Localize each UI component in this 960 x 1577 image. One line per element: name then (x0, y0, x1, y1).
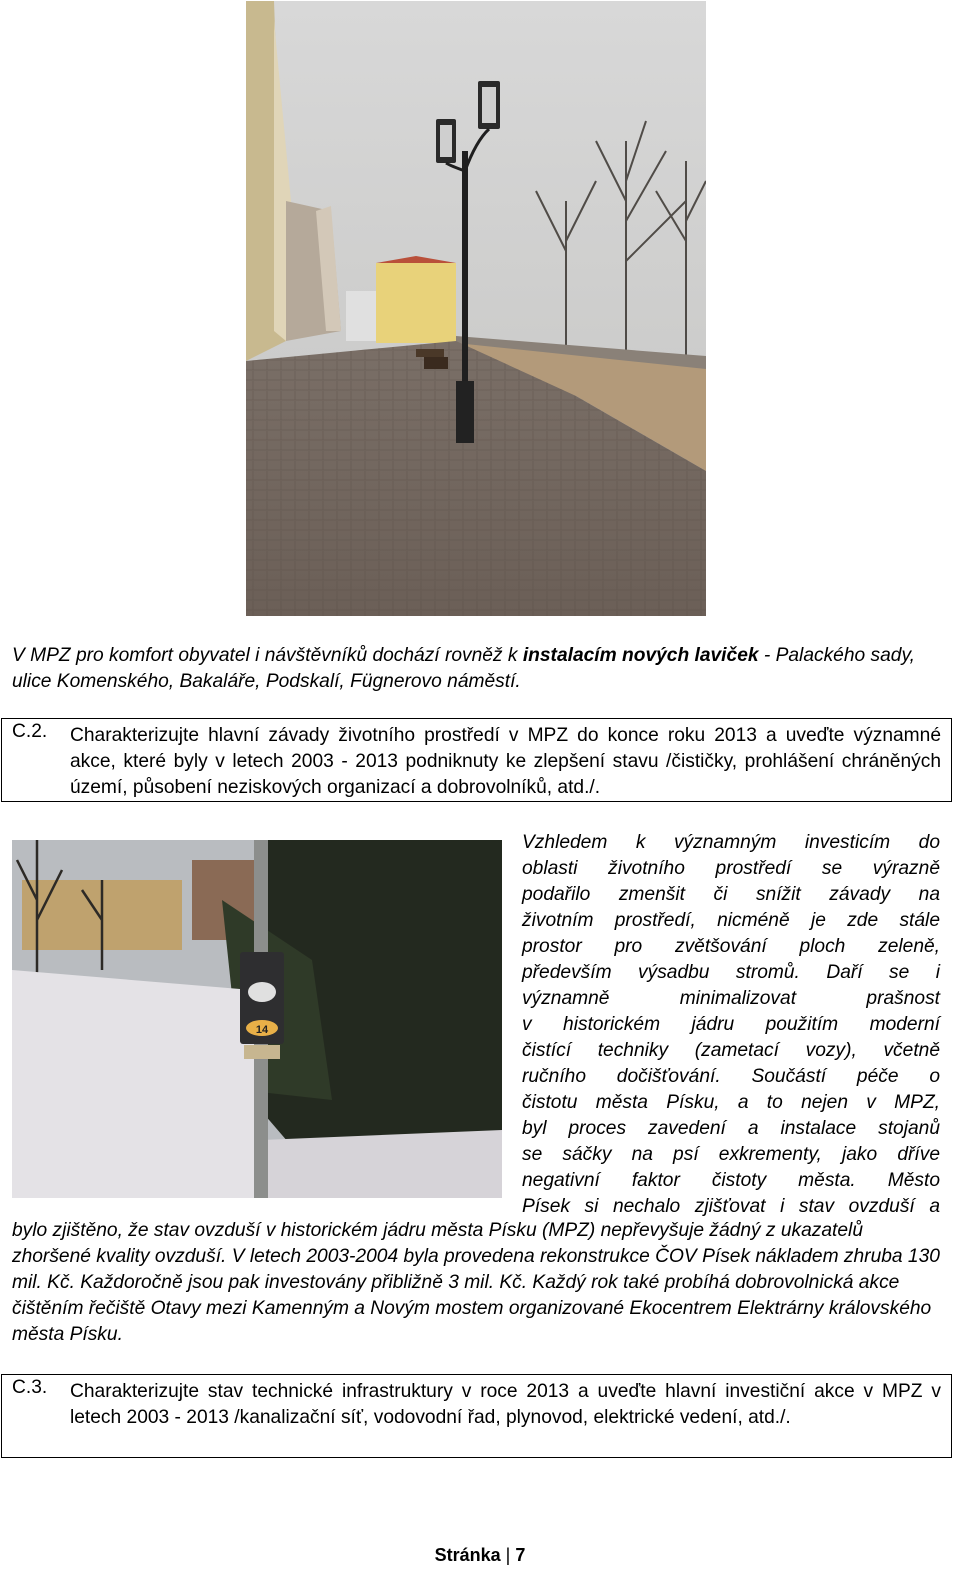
page-footer (0, 1543, 960, 1567)
footer-label: Stránka (434, 1545, 501, 1565)
answer-c2-side-line: čistící techniky (zametací vozy), včetně (522, 1040, 940, 1061)
answer-c2-side-line: prostor pro zvětšování ploch zeleně, (522, 936, 940, 957)
intro-text-b: - Palackého sady, ulice Komenského, Bakaláře, Podskalí, Fügnerovo náměstí. (12, 645, 915, 692)
answer-c2-side-line: významně minimalizovat prašnost (522, 988, 940, 1009)
answer-c2-side-line: ručního dočišťování. Součástí péče o (522, 1066, 940, 1087)
question-c3-number: C.3. (12, 1377, 48, 1398)
question-c3-text: Charakterizujte stav technické infrastruktury v roce 2013 a uveďte hlavní investiční akce v MPZ v letech 2003 - 2013 /kanalizační síť, vodovodní řad, plynovod, elektrické vedení, atd./. (70, 1381, 941, 1428)
answer-c2-side-line: oblasti životního prostředí se výrazně (522, 858, 940, 879)
intro-text-a: V MPZ pro komfort obyvatel i návštěvníků dochází rovněž k (12, 645, 523, 666)
question-c3-box (1, 1374, 952, 1458)
answer-c2-full-text: bylo zjištěno, že stav ovzduší v historickém jádru města Písku (MPZ) nepřevyšuje žádný z ukazatelů zhoršené kvality ovzduší. V letech 2003-2004 byla provedena rekonstrukce ČOV Písek nákladem zhruba 130 mil. Kč. Každoročně jsou pak investovány přibližně 3 mil. Kč. Každý rok také probíhá dobrovolnická akce čištěním řečiště Otavy mezi Kamenným a Novým mostem organizované Ekocentrem Elektrárny královského města Písku. (12, 1220, 940, 1345)
footer-page-number: 7 (515, 1545, 526, 1565)
answer-c2-side-line: se sáčky na psí exkrementy, jako dříve (522, 1144, 940, 1165)
answer-c2-side-line: Vzhledem k významným investicím do (522, 832, 940, 853)
footer-separator: | (505, 1545, 511, 1565)
intro-text-bold: instalacím nových laviček (522, 645, 759, 666)
snowy-park-with-sign-photo (12, 840, 502, 1198)
answer-c2-side-line: negativní faktor čistoty města. Město (522, 1170, 940, 1191)
question-c2-text: Charakterizujte hlavní závady životního prostředí v MPZ do konce roku 2013 a uveďte významné akce, které byly v letech 2003 - 2013 podniknuty ke zlepšení stavu /čističky, prohlášení chráněných území, působení neziskových organizací a dobrovolníků, atd./. (70, 725, 941, 798)
street-with-lamp-posts-photo (246, 1, 706, 616)
answer-c2-side-line: čistotu města Písku, a to nejen v MPZ, (522, 1092, 940, 1113)
answer-c2-side-text (522, 830, 940, 1220)
answer-c2-side-line: Písek si nechalo zjišťovat i stav ovzduší a (522, 1196, 940, 1217)
answer-c2-side-line: byl proces zavedení a instalace stojanů (522, 1118, 940, 1139)
answer-c2-side-line: životním prostředí, nicméně je zde stále (522, 910, 940, 931)
answer-c2-side-line: v historickém jádru použitím moderní (522, 1014, 940, 1035)
answer-c2-continued (12, 1218, 940, 1348)
question-c2-box (1, 718, 952, 802)
answer-c2-side-line: především výsadbu stromů. Daří se i (522, 962, 940, 983)
sign-number: 14 (255, 1024, 269, 1036)
question-c2-number: C.2. (12, 721, 48, 742)
answer-c2-side-line: podařilo zmenšit či snížit závady na (522, 884, 940, 905)
intro-paragraph (12, 643, 940, 695)
